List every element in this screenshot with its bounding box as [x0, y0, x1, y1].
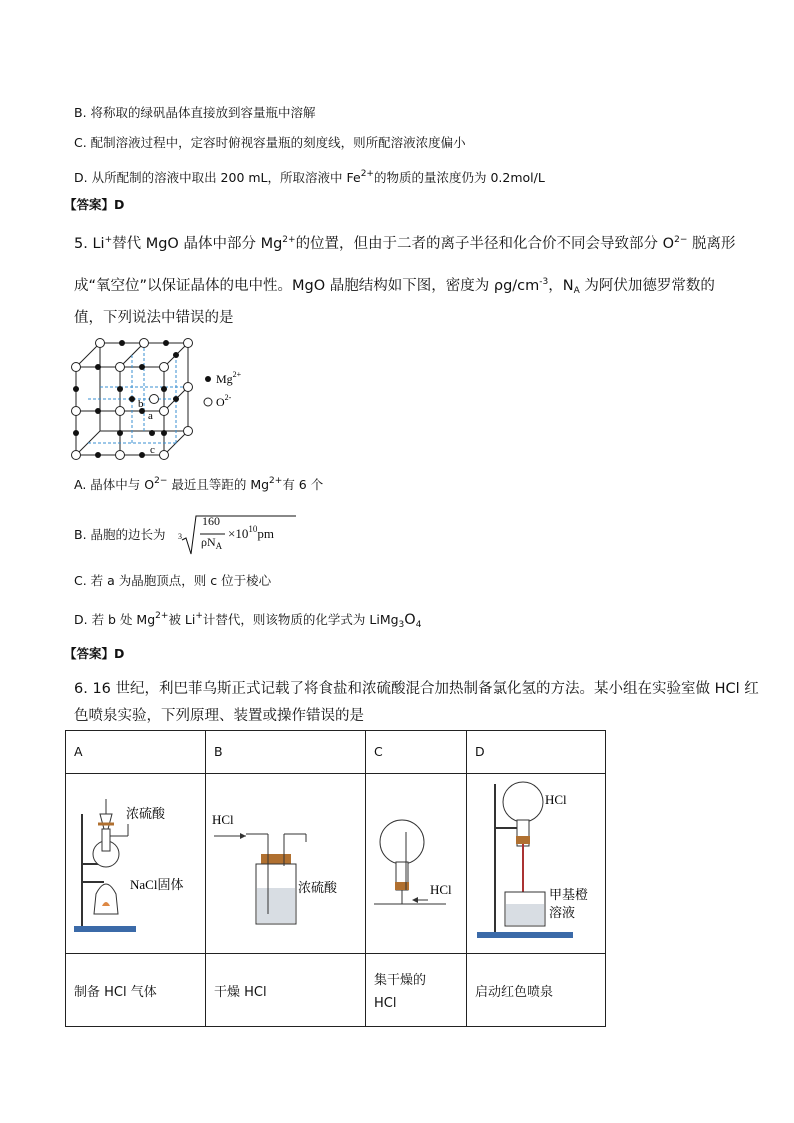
q5-stem-line3: 值，下列说法中错误的是 — [74, 310, 234, 326]
caption-a: 制备 HCl 气体 — [66, 954, 206, 1027]
svg-text:甲基橙: 甲基橙 — [549, 887, 589, 902]
svg-text:浓硫酸: 浓硫酸 — [126, 806, 166, 821]
mg-legend-icon — [205, 376, 211, 382]
q6-stem-line1: 6. 16 世纪，利巴菲乌斯正式记载了将食盐和浓硫酸混合加热制备氯化氢的方法。某小组在实验室做 HCl 红 — [74, 681, 759, 697]
collection-flask-figure — [366, 774, 458, 950]
q5-stem-line1: 5. Li+替代 MgO 晶体中部分 $Mg^{2+}$的位置，但由于二者的离子半径和化合价不同会导致部分 $O^{2-}$ 脱离形 — [74, 235, 736, 252]
q4-option-b: B. 将称取的绿矾晶体直接放到容量瓶中溶解 — [74, 105, 316, 120]
apparatus-c-cell — [366, 774, 467, 954]
legend-o: $O^{2-}$ — [216, 393, 232, 409]
q5-option-a: A. 晶体中与 $O^{2-}$ 最近且等距的 $Mg^{2+}$有 6 个 — [74, 476, 324, 492]
q5-option-d: D. 若 b 处 $Mg^{2+}$被 Li+计替代，则该物质的化学式为 $LiMg_3O_4$ — [74, 611, 422, 630]
q5-stem-line2: 成“氧空位”以保证晶体的电中性。MgO 晶胞结构如下图，密度为 $\rho g/cm^{-3}$，$N_A$ 为阿伏加德罗常数的 — [74, 277, 715, 296]
q6-options-table — [65, 730, 606, 1027]
apparatus-b-cell — [206, 774, 366, 954]
q5-option-c: C. 若 a 为晶胞顶点，则 c 位于棱心 — [74, 573, 272, 588]
svg-text:HCl: HCl — [430, 882, 452, 897]
label-c: c — [150, 444, 155, 456]
hcl-generator-figure — [66, 774, 205, 950]
svg-text:浓硫酸: 浓硫酸 — [298, 880, 338, 895]
label-b: b — [138, 398, 144, 410]
label-a: a — [148, 410, 153, 422]
svg-text:HCl: HCl — [545, 792, 567, 807]
q4-option-c: C. 配制溶液过程中，定容时俯视容量瓶的刻度线，则所配溶液浓度偏小 — [74, 135, 466, 150]
caption-b: 干燥 HCl — [206, 954, 366, 1027]
svg-text:NaCl固体: NaCl固体 — [130, 877, 184, 892]
svg-text:溶液: 溶液 — [549, 905, 576, 920]
mgo-unit-cell-figure — [68, 335, 268, 465]
q4-option-d: D. 从所配制的溶液中取出 200 mL，所取溶液中 $Fe^{2+}$的物质的量浓度仍为 0.2mol/L — [74, 169, 545, 185]
q6-stem-line2: 色喷泉实验，下列原理、装置或操作错误的是 — [74, 708, 364, 724]
apparatus-d-cell — [467, 774, 606, 954]
o-legend-icon — [204, 398, 212, 406]
svg-text:HCl: HCl — [212, 812, 234, 827]
caption-d: 启动红色喷泉 — [467, 954, 606, 1027]
col-a-header: A — [66, 731, 206, 774]
caption-c: 集干燥的 HCl — [366, 954, 467, 1027]
drying-bottle-figure — [206, 774, 357, 950]
col-b-header: B — [206, 731, 366, 774]
q4-answer: 【答案】D — [64, 197, 125, 212]
fountain-figure — [467, 774, 597, 950]
q5-answer: 【答案】D — [64, 646, 125, 661]
col-d-header: D — [467, 731, 606, 774]
legend-mg: $Mg^{2+}$ — [216, 370, 242, 386]
col-c-header: C — [366, 731, 467, 774]
apparatus-a-cell — [66, 774, 206, 954]
